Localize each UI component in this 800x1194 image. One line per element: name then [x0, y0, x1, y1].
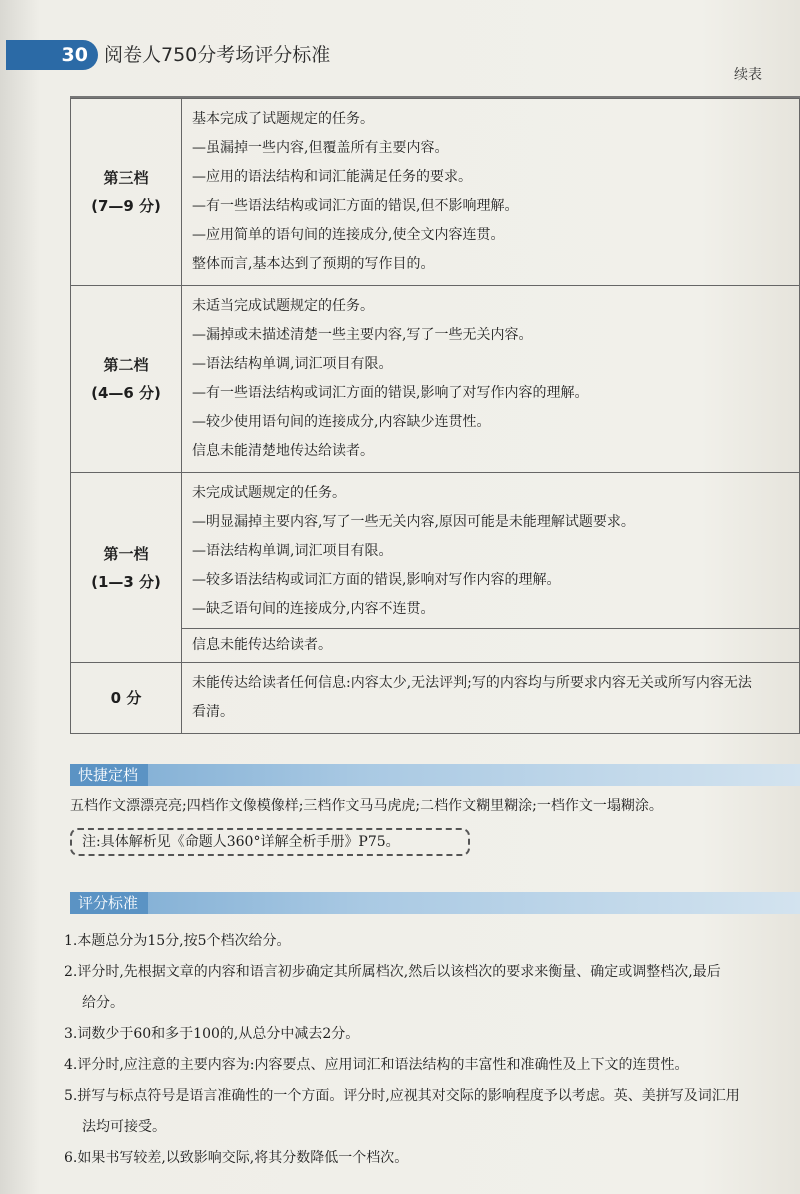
rubric-item: 2.评分时,先根据文章的内容和语言初步确定其所属档次,然后以该档次的要求来衡量、确定或调整档次,最后 [64, 964, 721, 980]
grade-description [182, 473, 800, 629]
rubric-bar [70, 892, 800, 914]
reference-note: 注:具体解析见《命题人360°详解全析手册》P75。 [70, 828, 470, 856]
criterion-line: —缺乏语句间的连接成分,内容不连贯。 [192, 601, 435, 617]
criterion-line: 未完成试题规定的任务。 [192, 485, 346, 501]
criterion-line: —有一些语法结构或词汇方面的错误,但不影响理解。 [192, 198, 519, 214]
criterion-line: —语法结构单调,词汇项目有限。 [192, 356, 393, 372]
criterion-line: —虽漏掉一些内容,但覆盖所有主要内容。 [192, 140, 449, 156]
criterion-line: 看清。 [192, 704, 234, 720]
grade-row [71, 99, 800, 286]
criterion-line: —语法结构单调,词汇项目有限。 [192, 543, 393, 559]
grade-row [71, 286, 800, 473]
grade-level-cell [71, 473, 182, 663]
grade-description [182, 663, 800, 734]
quick-grading-text: 五档作文漂漂亮亮;四档作文像模像样;三档作文马马虎虎;二档作文糊里糊涂;一档作文一塌糊涂。 [70, 798, 663, 814]
grade-description [182, 629, 800, 663]
grade-row [71, 663, 800, 734]
grade-range: (4—6 分) [91, 384, 161, 402]
rubric-item-continued: 法均可接受。 [82, 1119, 166, 1135]
rubric-item: 3.词数少于60和多于100的,从总分中减去2分。 [64, 1026, 360, 1042]
criterion-line: 信息未能清楚地传达给读者。 [192, 443, 374, 459]
rubric-item: 5.拼写与标点符号是语言准确性的一个方面。评分时,应视其对交际的影响程度予以考虑。英、美拼写及词汇用 [64, 1088, 740, 1104]
grade-level-cell [71, 99, 182, 286]
grade-description [182, 99, 800, 286]
grading-table [70, 98, 800, 734]
grade-range: (7—9 分) [91, 197, 161, 215]
criterion-line: —较多语法结构或词汇方面的错误,影响对写作内容的理解。 [192, 572, 561, 588]
grade-level-cell [71, 286, 182, 473]
page-header [0, 40, 420, 70]
criterion-line: —漏掉或未描述清楚一些主要内容,写了一些无关内容。 [192, 327, 533, 343]
grade-level-cell [71, 663, 182, 734]
grade-description [182, 286, 800, 473]
rubric-item: 1.本题总分为15分,按5个档次给分。 [64, 933, 291, 949]
grade-level: 0 分 [110, 689, 142, 707]
grade-row [71, 473, 800, 629]
rubric-heading: 评分标准 [70, 892, 148, 914]
criterion-line: 未适当完成试题规定的任务。 [192, 298, 374, 314]
criterion-line: —较少使用语句间的连接成分,内容缺少连贯性。 [192, 414, 491, 430]
quick-grading-heading: 快捷定档 [70, 764, 148, 786]
continued-label: 续表 [734, 67, 762, 83]
page-number-badge: 30 [6, 40, 98, 70]
quick-grading-bar [70, 764, 800, 786]
rubric-list [64, 926, 800, 1174]
grade-level: 第三档 [103, 169, 149, 187]
grade-range: (1—3 分) [91, 572, 161, 591]
criterion-line: 未能传达给读者任何信息:内容太少,无法评判;写的内容均与所要求内容无关或所写内容无法 [192, 675, 752, 691]
book-title: 阅卷人750分考场评分标准 [104, 44, 331, 66]
criterion-line: 信息未能传达给读者。 [192, 637, 332, 653]
criterion-line: —明显漏掉主要内容,写了一些无关内容,原因可能是未能理解试题要求。 [192, 514, 635, 530]
criterion-line: 整体而言,基本达到了预期的写作目的。 [192, 256, 435, 272]
criterion-line: —应用简单的语句间的连接成分,使全文内容连贯。 [192, 227, 505, 243]
grade-level: 第一档 [103, 544, 149, 563]
grade-level: 第二档 [103, 356, 149, 374]
criterion-line: —有一些语法结构或词汇方面的错误,影响了对写作内容的理解。 [192, 385, 589, 401]
rubric-item: 6.如果书写较差,以致影响交际,将其分数降低一个档次。 [64, 1150, 409, 1166]
rubric-item: 4.评分时,应注意的主要内容为:内容要点、应用词汇和语法结构的丰富性和准确性及上下文的连贯性。 [64, 1057, 689, 1073]
criterion-line: 基本完成了试题规定的任务。 [192, 111, 374, 127]
rubric-item-continued: 给分。 [82, 995, 124, 1011]
criterion-line: —应用的语法结构和词汇能满足任务的要求。 [192, 169, 472, 185]
